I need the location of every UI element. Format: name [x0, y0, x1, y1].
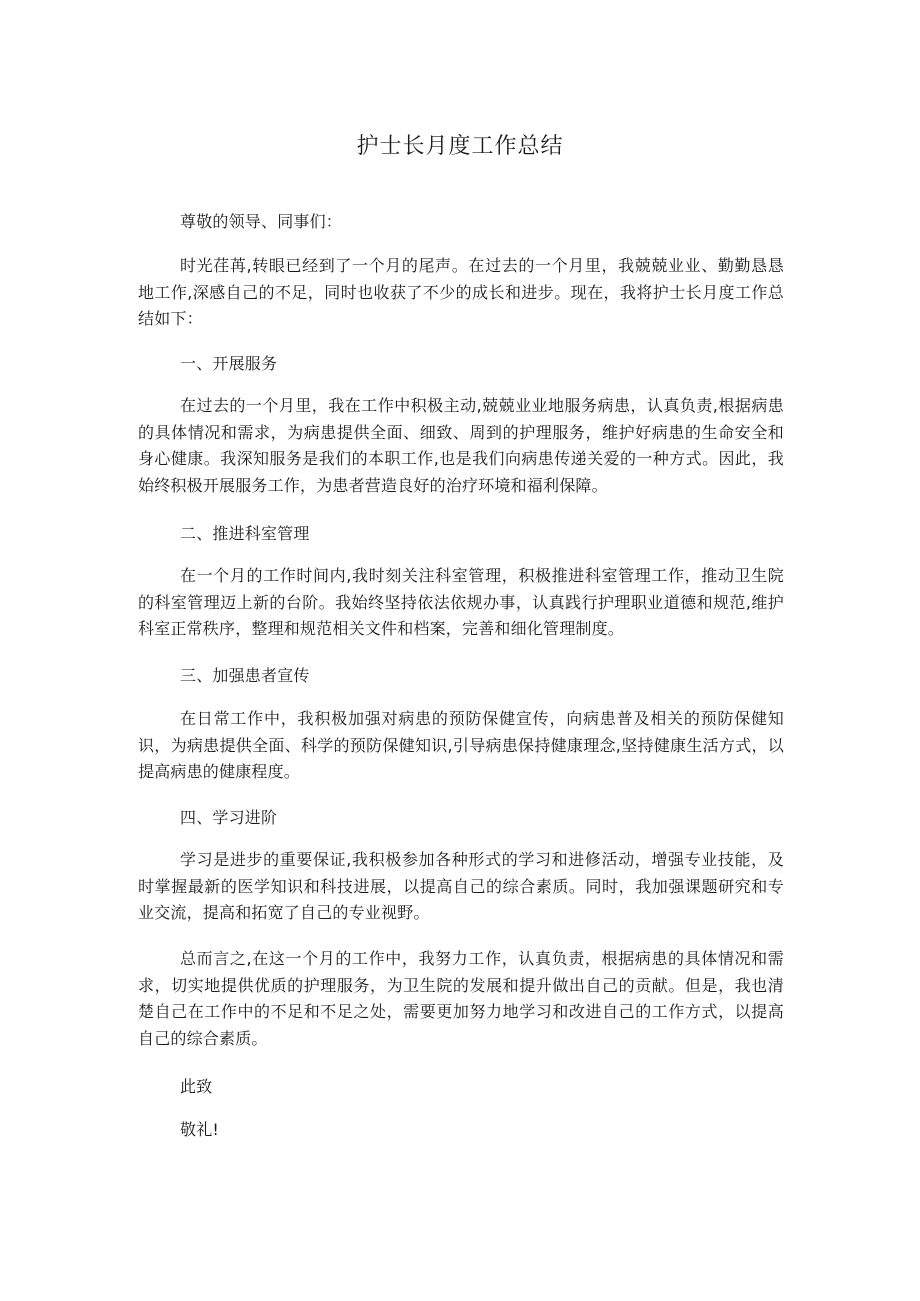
- section-body-1: 在过去的一个月里，我在工作中积极主动,兢兢业业地服务病患，认真负责,根据病患的具体情况和需求，为病患提供全面、细致、周到的护理服务，维护好病患的生命安全和身心健康。我深知服务是我们的本职工作,也是我们向病患传递关爱的一种方式。因此，我始终积极开展服务工作，为患者营造良好的治疗环境和福利保障。: [138, 396, 784, 495]
- closing-line-1: 此致: [180, 1077, 213, 1096]
- section-body-4: 学习是进步的重要保证,我积极参加各种形式的学习和进修活动，增强专业技能，及时掌握最新的医学知识和科技进展，以提高自己的综合素质。同时，我加强课题研究和专业交流，提高和拓宽了自己的专业视野。: [138, 850, 784, 922]
- section-heading-4: 四、学习进阶: [180, 808, 278, 827]
- closing-line-2: 敬礼!: [180, 1120, 220, 1139]
- section-body-2: 在一个月的工作时间内,我时刻关注科室管理，积极推进科室管理工作，推动卫生院的科室管理迈上新的台阶。我始终坚持依法依规办事，认真践行护理职业道德和规范,维护科室正常秩序，整理和规范相关文件和档案，完善和细化管理制度。: [138, 566, 784, 638]
- intro-paragraph: 时光荏苒,转眼已经到了一个月的尾声。在过去的一个月里，我兢兢业业、勤勤恳恳地工作,深感自己的不足，同时也收获了不少的成长和进步。现在，我将护士长月度工作总结如下：: [138, 256, 784, 328]
- salutation: 尊敬的领导、同事们：: [180, 212, 343, 231]
- section-heading-3: 三、加强患者宣传: [180, 666, 310, 685]
- section-heading-2: 二、推进科室管理: [180, 524, 310, 543]
- section-body-3: 在日常工作中，我积极加强对病患的预防保健宣传，向病患普及相关的预防保健知识，为病患提供全面、科学的预防保健知识,引导病患保持健康理念,坚持健康生活方式，以提高病患的健康程度。: [138, 709, 784, 781]
- document-title: 护士长月度工作总结: [356, 134, 564, 159]
- section-heading-1: 一、开展服务: [180, 354, 278, 373]
- conclusion-paragraph: 总而言之,在这一个月的工作中，我努力工作，认真负责，根据病患的具体情况和需求，切实地提供优质的护理服务，为卫生院的发展和提升做出自己的贡献。但是，我也清楚自己在工作中的不足和不足之处，需要更加努力地学习和改进自己的工作方式，以提高自己的综合素质。: [138, 949, 784, 1048]
